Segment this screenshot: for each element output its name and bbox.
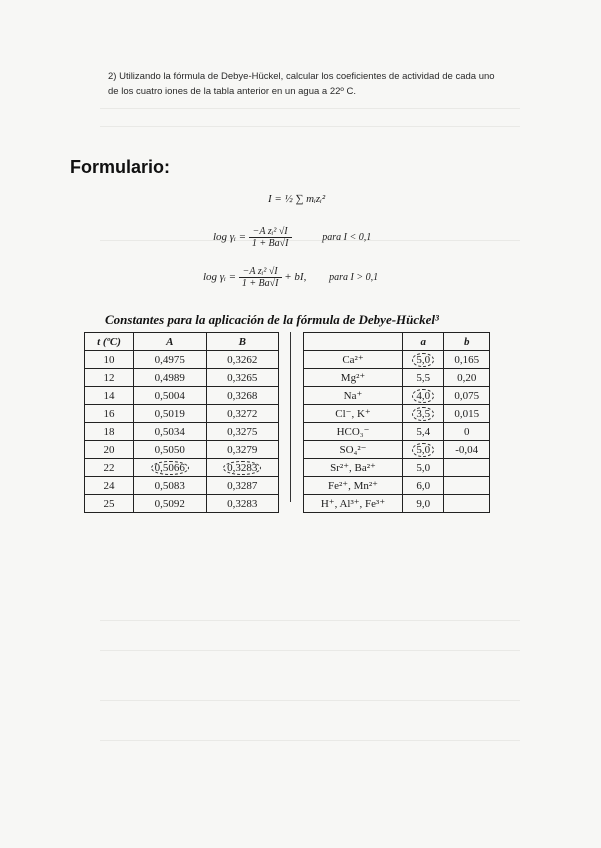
table-cell: 0,3262	[206, 351, 279, 369]
table-cell	[403, 441, 444, 459]
formula-denominator: 1 + Ba√I	[251, 238, 289, 249]
table-row	[304, 459, 490, 477]
page-title: Formulario:	[70, 157, 171, 177]
table-cell	[444, 459, 490, 477]
table-row	[85, 405, 279, 423]
bleed-through-line	[100, 650, 520, 651]
formula-fraction	[239, 266, 282, 289]
table-cell: 24	[85, 477, 134, 495]
formula-denominator: 1 + Ba√I	[241, 278, 279, 289]
formula-lhs: log γᵢ =	[213, 231, 247, 244]
circled-value: 0,5066	[151, 461, 189, 475]
table-cell: 5,0	[403, 459, 444, 477]
table-cell: 0,165	[444, 351, 490, 369]
table-row	[85, 351, 279, 369]
table-cell: 0,015	[444, 405, 490, 423]
circled-value: 3,5	[412, 407, 434, 421]
table-row	[85, 387, 279, 405]
table-cell: 6,0	[403, 477, 444, 495]
formula-numerator: −A zᵢ² √I	[239, 266, 282, 278]
table-row	[304, 405, 490, 423]
table-cell: 0,3265	[206, 369, 279, 387]
table-cell: 18	[85, 423, 134, 441]
ion-cell: HCO₃⁻	[304, 423, 403, 441]
formula-condition: para I < 0,1	[322, 232, 372, 244]
table-cell: 0,5083	[134, 477, 207, 495]
table-cell: 0,3279	[206, 441, 279, 459]
bleed-through-line	[100, 126, 520, 127]
formula-tail: + bI,	[284, 271, 307, 284]
bleed-through-line	[100, 620, 520, 621]
table-header-row	[85, 333, 279, 351]
circled-value: 4,0	[412, 389, 434, 403]
table-cell: 0,5019	[134, 405, 207, 423]
table-cell: 0,20	[444, 369, 490, 387]
table-header-row	[304, 333, 490, 351]
ion-cell: Na⁺	[304, 387, 403, 405]
question-line-1: 2) Utilizando la fórmula de Debye-Hückel, calcular los coeficientes de actividad de cada uno	[108, 71, 495, 82]
table-cell	[444, 477, 490, 495]
table-cell: 5,5	[403, 369, 444, 387]
table-cell: 0,3268	[206, 387, 279, 405]
table-row	[304, 423, 490, 441]
bleed-through-line	[100, 700, 520, 701]
ion-cell: Fe²⁺, Mn²⁺	[304, 477, 403, 495]
table-cell: 0,3283	[206, 495, 279, 513]
question-line-2: de los cuatro iones de la tabla anterior en un agua a 22º C.	[108, 86, 356, 97]
table-cell: 0,5050	[134, 441, 207, 459]
table-cell: 10	[85, 351, 134, 369]
table-cell	[403, 387, 444, 405]
ion-constants-table	[303, 332, 490, 513]
formula-condition: para I > 0,1	[329, 272, 379, 284]
question-text	[108, 69, 548, 99]
table-cell: 0,3272	[206, 405, 279, 423]
table-cell: 0,5034	[134, 423, 207, 441]
bleed-through-line	[100, 740, 520, 741]
circled-value: 0,3283	[223, 461, 261, 475]
debye-huckel-formula-high	[203, 266, 378, 289]
table-row	[85, 369, 279, 387]
header-cell	[304, 333, 403, 351]
table-cell: 5,4	[403, 423, 444, 441]
table-row	[304, 369, 490, 387]
formula-lhs: log γᵢ =	[203, 271, 237, 284]
table-cell: 12	[85, 369, 134, 387]
table-cell	[134, 459, 207, 477]
table-cell: 0,4975	[134, 351, 207, 369]
table-row	[85, 495, 279, 513]
table-cell: -0,04	[444, 441, 490, 459]
table-row	[85, 477, 279, 495]
table-cell: 0,4989	[134, 369, 207, 387]
header-cell: b	[444, 333, 490, 351]
header-cell: A	[134, 333, 207, 351]
formula-numerator: −A zᵢ² √I	[249, 226, 292, 238]
table-row	[85, 441, 279, 459]
bleed-through-line	[100, 108, 520, 109]
table-cell: 0,075	[444, 387, 490, 405]
table-row	[304, 387, 490, 405]
table-cell: 25	[85, 495, 134, 513]
circled-value: 5,0	[412, 353, 434, 367]
table-cell: 16	[85, 405, 134, 423]
ionic-strength-formula: I = ½ ∑ mᵢzᵢ²	[268, 193, 326, 205]
table-cell: 0,5004	[134, 387, 207, 405]
ion-cell: Ca²⁺	[304, 351, 403, 369]
table-row	[304, 441, 490, 459]
ion-cell: Sr²⁺, Ba²⁺	[304, 459, 403, 477]
header-cell: B	[206, 333, 279, 351]
table-title: Constantes para la aplicación de la fórmula de Debye-Hückel³	[105, 312, 439, 327]
table-cell: 14	[85, 387, 134, 405]
table-cell: 0	[444, 423, 490, 441]
table-cell: 20	[85, 441, 134, 459]
ion-cell: H⁺, Al³⁺, Fe³⁺	[304, 495, 403, 513]
table-cell: 9,0	[403, 495, 444, 513]
header-cell: a	[403, 333, 444, 351]
table-row	[304, 477, 490, 495]
table-cell: 22	[85, 459, 134, 477]
ion-cell: SO₄²⁻	[304, 441, 403, 459]
debye-huckel-formula-low	[213, 226, 371, 249]
circled-value: 5,0	[412, 443, 434, 457]
table-cell: 0,5092	[134, 495, 207, 513]
table-row	[85, 423, 279, 441]
temperature-constants-table	[84, 332, 279, 513]
formula-fraction	[249, 226, 292, 249]
table-row	[304, 495, 490, 513]
ion-cell: Mg²⁺	[304, 369, 403, 387]
table-cell	[444, 495, 490, 513]
table-cell: 0,3287	[206, 477, 279, 495]
table-row	[304, 351, 490, 369]
table-cell	[206, 459, 279, 477]
header-cell: t (ºC)	[85, 333, 134, 351]
table-cell	[403, 351, 444, 369]
table-cell	[403, 405, 444, 423]
table-divider	[290, 332, 291, 502]
table-cell: 0,3275	[206, 423, 279, 441]
ion-cell: Cl⁻, K⁺	[304, 405, 403, 423]
table-row-highlighted	[85, 459, 279, 477]
